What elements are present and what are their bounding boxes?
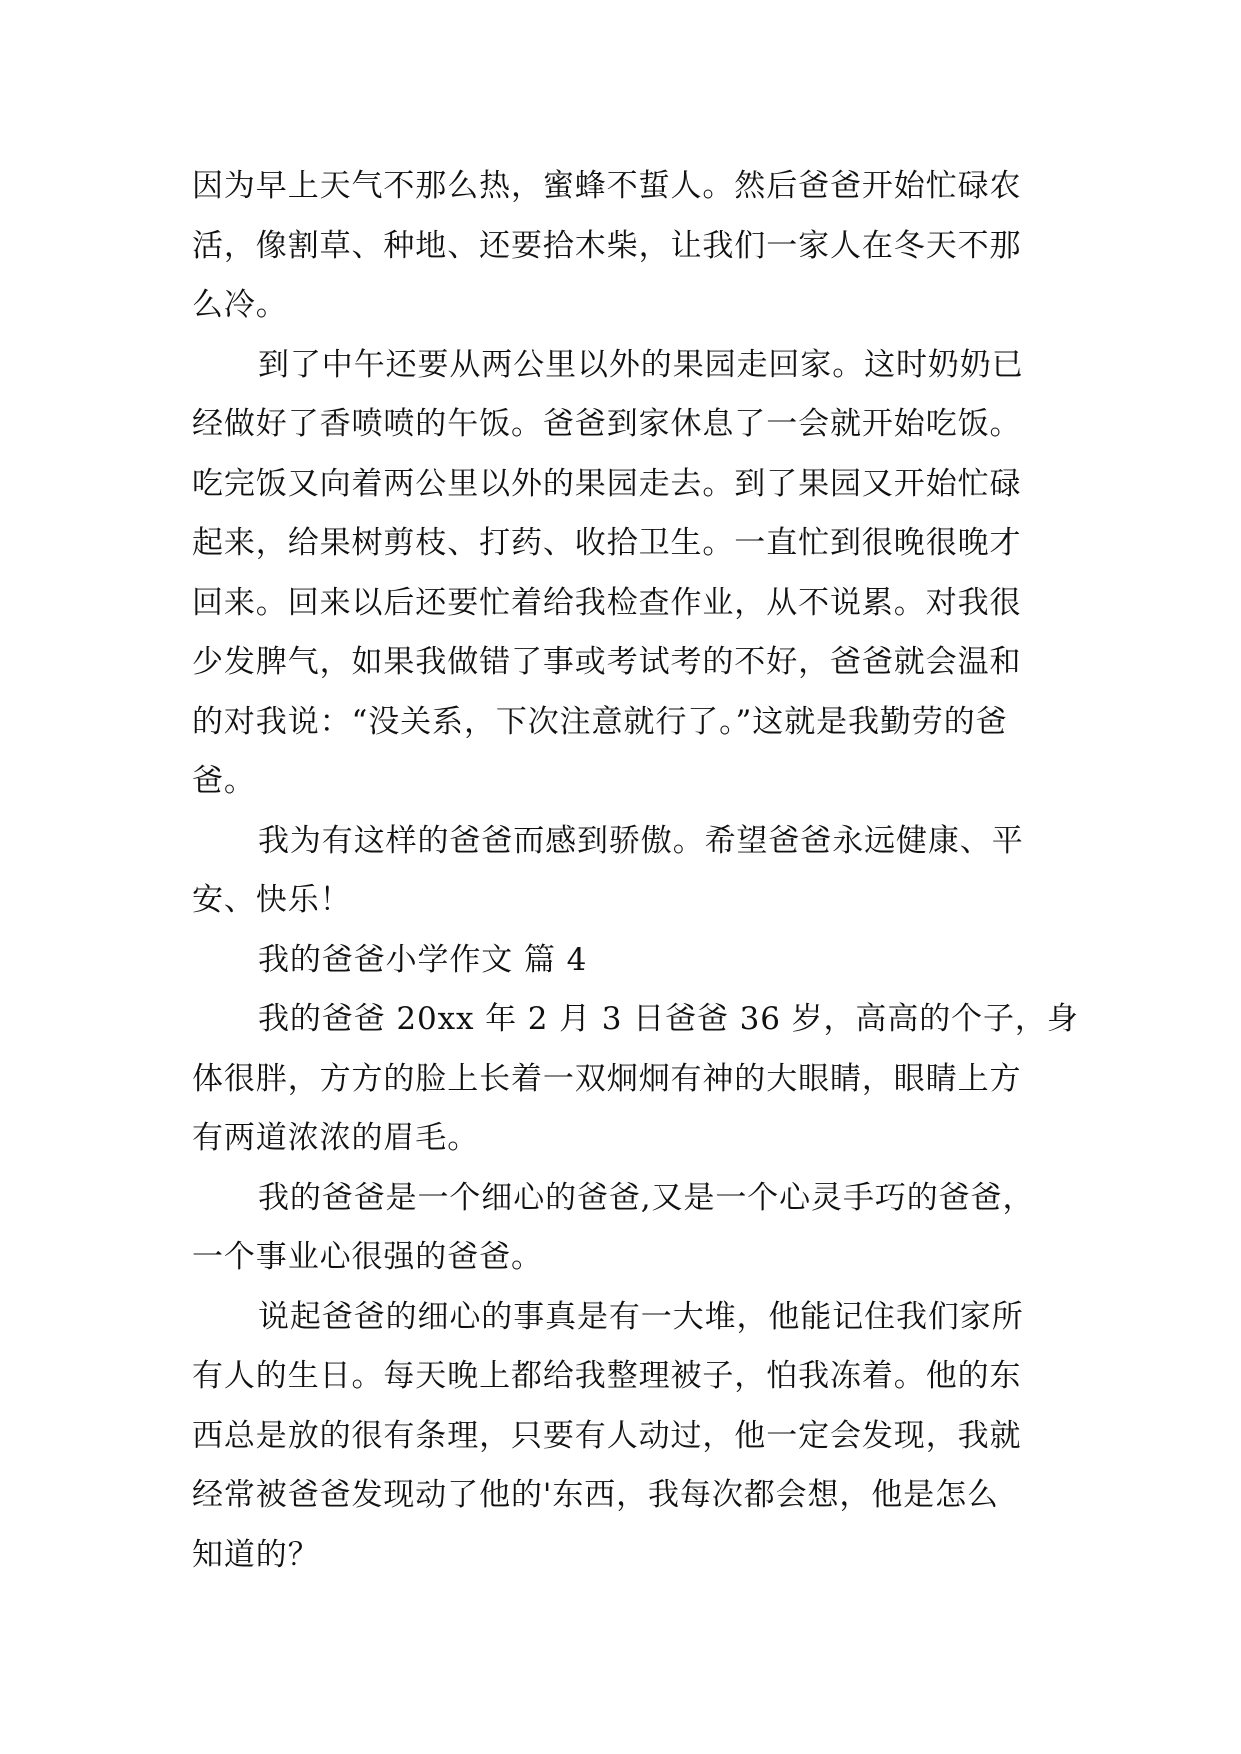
body-line: 吃完饭又向着两公里以外的果园走去。到了果园又开始忙碌 — [192, 465, 1022, 502]
body-line: 回来。回来以后还要忙着给我检查作业，从不说累。对我很 — [192, 584, 1022, 621]
paragraph-start-line: 我为有这样的爸爸而感到骄傲。希望爸爸永远健康、平 — [258, 822, 1024, 859]
body-line: 体很胖，方方的脸上长着一双炯炯有神的大眼睛，眼睛上方 — [192, 1060, 1022, 1097]
paragraph-start-line: 我的爸爸 20xx 年 2 月 3 日爸爸 36 岁，高高的个子，身 — [258, 1001, 1079, 1037]
body-line: 有两道浓浓的眉毛。 — [192, 1120, 480, 1156]
paragraph-start-line: 到了中午还要从两公里以外的果园走回家。这时奶奶已 — [258, 346, 1024, 383]
body-line: 起来，给果树剪枝、打药、收拾卫生。一直忙到很晚很晚才 — [192, 525, 1022, 561]
body-line: 的对我说：“没关系，下次注意就行了。”这就是我勤劳的爸 — [192, 703, 1008, 740]
body-line: 安、快乐！ — [192, 882, 352, 918]
body-line: 活，像割草、种地、还要拾木柴，让我们一家人在冬天不那 — [192, 227, 1022, 264]
body-line: 经常被爸爸发现动了他的'东西，我每次都会想，他是怎么 — [192, 1477, 999, 1513]
paragraph-start-line: 我的爸爸是一个细心的爸爸,又是一个心灵手巧的爸爸， — [258, 1179, 1035, 1216]
body-line: 一个事业心很强的爸爸。 — [192, 1239, 543, 1275]
document-body — [192, 157, 1079, 1585]
body-line: 经做好了香喷喷的午饭。爸爸到家休息了一会就开始吃饭。 — [192, 406, 1022, 442]
body-line: 知道的？ — [192, 1536, 320, 1573]
body-line: 因为早上天气不那么热，蜜蜂不蜇人。然后爸爸开始忙碌农 — [192, 168, 1022, 204]
section-heading: 我的爸爸小学作文 篇 4 — [258, 941, 588, 978]
body-line: 爸。 — [192, 763, 256, 799]
paragraph-start-line: 说起爸爸的细心的事真是有一大堆，他能记住我们家所 — [258, 1298, 1024, 1335]
body-line: 西总是放的很有条理，只要有人动过，他一定会发现，我就 — [192, 1417, 1022, 1454]
body-line: 有人的生日。每天晚上都给我整理被子，怕我冻着。他的东 — [192, 1358, 1022, 1394]
body-line: 少发脾气，如果我做错了事或考试考的不好，爸爸就会温和 — [192, 644, 1022, 680]
body-line: 么冷。 — [192, 287, 288, 323]
